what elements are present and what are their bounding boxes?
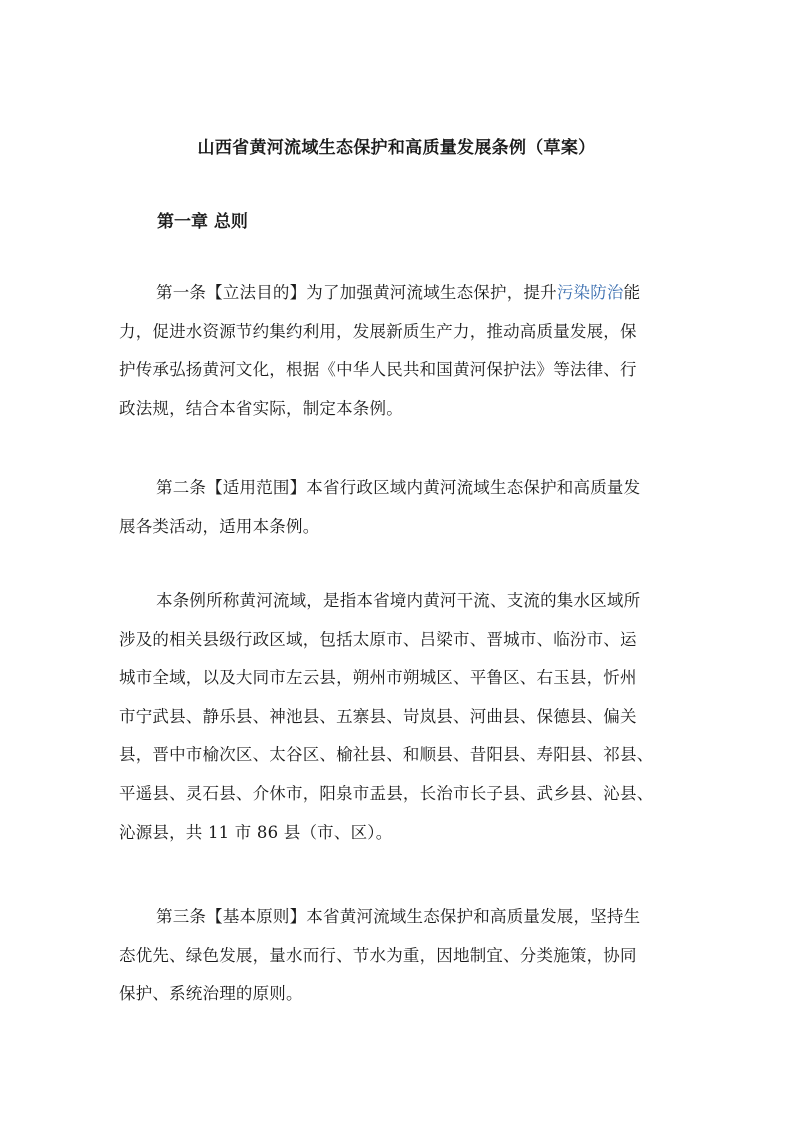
paragraph-line: 城市全域，以及大同市左云县，朔州市朔城区、平鲁区、右玉县，忻州	[119, 668, 637, 688]
paragraph-line: 市宁武县、静乐县、神池县、五寨县、岢岚县、河曲县、保德县、偏关	[119, 706, 637, 726]
paragraph-line: 县，晋中市榆次区、太谷区、榆社县、和顺县、昔阳县、寿阳县、祁县、	[119, 745, 654, 765]
paragraph-line	[119, 274, 675, 313]
paragraph-line: 保护、系统治理的原则。	[119, 984, 303, 1004]
paragraph-line: 第三条【基本原则】本省黄河流域生态保护和高质量发展，坚持生	[156, 907, 641, 926]
article-2	[119, 469, 675, 546]
paragraph-line: 力，促进水资源节约集约利用，发展新质生产力，推动高质量发展，保	[119, 321, 637, 341]
text-run: 第一条【立法目的】为了加强黄河流域生态保护，提升	[156, 283, 557, 302]
paragraph-line: 本条例所称黄河流域，是指本省境内黄河干流、支流的集水区域所	[156, 591, 641, 610]
text-run: 能	[623, 283, 641, 302]
article-3	[119, 898, 675, 1014]
paragraph-line: 政法规，结合本省实际，制定本条例。	[119, 398, 403, 418]
article-2-clause	[119, 582, 675, 852]
paragraph-line: 平遥县、灵石县、介休市，阳泉市盂县，长治市长子县、武乡县、沁县、	[119, 783, 654, 803]
paragraph-line: 护传承弘扬黄河文化，根据《中华人民共和国黄河保护法》等法律、行	[119, 360, 637, 380]
paragraph-line: 第二条【适用范围】本省行政区域内黄河流域生态保护和高质量发	[156, 478, 641, 497]
document-title: 山西省黄河流域生态保护和高质量发展条例（草案）	[197, 138, 596, 158]
article-1	[119, 274, 675, 428]
paragraph-line: 展各类活动，适用本条例。	[119, 516, 320, 536]
chapter-heading: 第一章 总则	[157, 212, 248, 232]
paragraph-line: 态优先、绿色发展，量水而行、节水为重，因地制宜、分类施策，协同	[119, 945, 637, 965]
pollution-control-link[interactable]: 污染防治	[556, 283, 624, 302]
paragraph-line: 沁源县，共 11 市 86 县（市、区）。	[119, 822, 393, 842]
paragraph-line: 涉及的相关县级行政区域，包括太原市、吕梁市、晋城市、临汾市、运	[119, 629, 637, 649]
